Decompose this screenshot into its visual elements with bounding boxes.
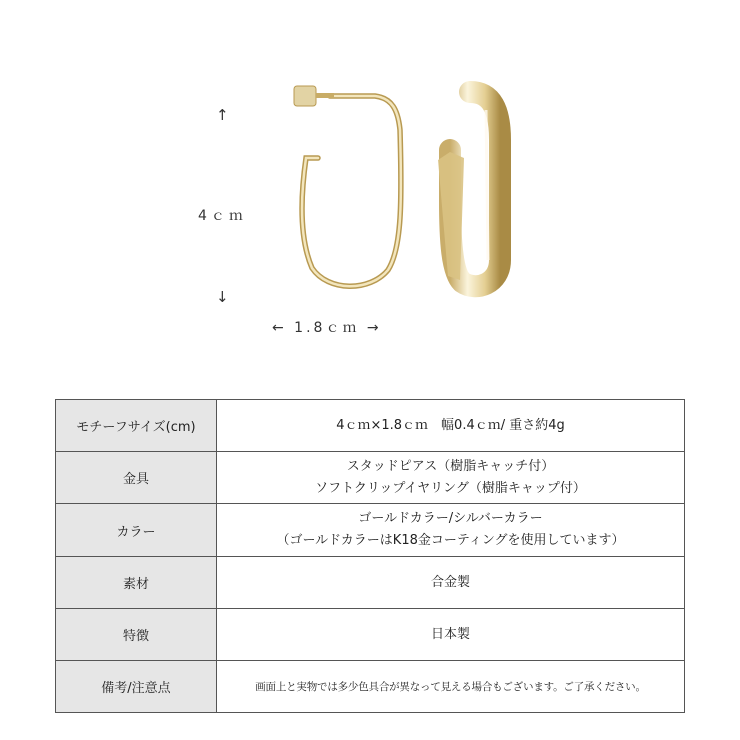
side-hoop-shine [486,110,488,260]
table-row [56,557,685,609]
color-line-1: ゴールドカラー/シルバーカラー [358,511,543,526]
feature-header: 特徴 [56,609,217,661]
earring-front-view [294,86,401,286]
feature-value: 日本製 [217,609,685,661]
material-value: 合金製 [217,557,685,609]
hardware-header: 金具 [56,452,217,504]
motif-size-value: 4ｃｍ×1.8ｃｍ 幅0.4ｃｍ/ 重さ約4g [217,400,685,452]
table-row [56,452,685,504]
front-stud-post [316,93,334,98]
hardware-line-1: スタッドピアス（樹脂キャッチ付） [346,458,555,474]
height-arrow-up-icon: ↑ [216,106,229,124]
height-arrow-down-icon: ↓ [216,288,229,306]
notes-value: 画面上と実物では多少色具合が異なって見える場合もございます。ご了承ください。 [217,661,685,713]
table-row [56,661,685,713]
table-row [56,504,685,557]
front-hoop-highlight [302,96,401,286]
hardware-line-2: ソフトクリップイヤリング（樹脂キャップ付） [315,480,586,496]
motif-size-header: モチーフサイズ(cm) [56,400,217,452]
color-line-2: （ゴールドカラーはK18金コーティングを使用しています） [276,533,625,548]
table-row [56,609,685,661]
material-header: 素材 [56,557,217,609]
front-stud-catch [294,86,316,106]
notes-header: 備考/注意点 [56,661,217,713]
table-row [56,400,685,452]
earring-side-view [438,92,500,286]
hardware-value [217,452,685,504]
color-header: カラー [56,504,217,557]
height-dimension-label: 4ｃｍ [198,208,247,224]
spec-table [55,399,685,713]
front-hoop-shadow [302,96,401,286]
color-value [217,504,685,557]
width-dimension-label: ← 1.8ｃｍ → [272,320,382,336]
